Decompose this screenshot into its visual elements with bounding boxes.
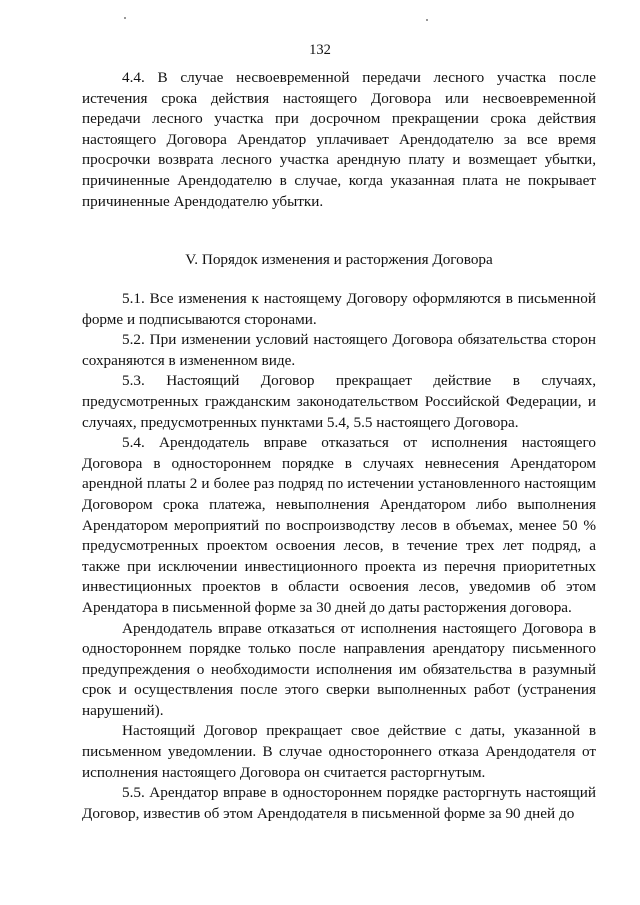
scan-speck bbox=[124, 17, 126, 19]
paragraph-5-5: 5.5. Арендатор вправе в одностороннем порядке расторгнуть настоящий Договор, известив об этом Арендодателя в письменной форме за 90 дней до bbox=[82, 784, 596, 822]
paragraph-5-4: 5.4. Арендодатель вправе отказаться от исполнения настоящего Договора в одностороннем порядке в случаях невнесения Арендатором арендной платы 2 и более раз подряд по истечении установленного настоящим Договором срока платежа, невыполнения Арендатором либо выполнения Арендатором мероприятий по воспроизводству лесов в объемах, менее 50 % предусмотренных проектом освоения лесов, в течение трех лет подряд, а также при исключении инвестиционного проекта из перечня приоритетных инвестиционных проектов в области освоения лесов, уведомив об этом Арендатора в письменной форме за 30 дней до даты расторжения договора. bbox=[82, 434, 596, 616]
paragraph-5-4-termination: Настоящий Договор прекращает свое действие с даты, указанной в письменном уведомлении. В случае одностороннего отказа Арендодателя от исполнения настоящего Договора он считается расторгнутым. bbox=[82, 722, 596, 781]
paragraph-5-3: 5.3. Настоящий Договор прекращает действие в случаях, предусмотренных гражданским законодательством Российской Федерации, и случаях, предусмотренных пунктами 5.4, 5.5 настоящего Договора. bbox=[82, 372, 596, 431]
section-heading-block bbox=[82, 250, 596, 271]
section-5-body bbox=[82, 289, 596, 824]
paragraph-4-4: 4.4. В случае несвоевременной передачи лесного участка после истечения срока действия настоящего Договора или несвоевременной передачи лесного участка при досрочном прекращении срока действия настоящего Договора Арендатор уплачивает Арендодателю за все время просрочки возврата лесного участка арендную плату и возмещает убытки, причиненные Арендодателю в случае, когда указанная плата не покрывает причиненные Арендодателю убытки. bbox=[82, 69, 596, 210]
paragraph-5-2: 5.2. При изменении условий настоящего Договора обязательства сторон сохраняются в измененном виде. bbox=[82, 331, 596, 369]
paragraph-5-4-notice: Арендодатель вправе отказаться от исполнения настоящего Договора в одностороннем порядке только после направления арендатору письменного предупреждения о необходимости исполнения им обязательства в разумный срок и осуществления после этого сверки выполненных работ (устранения нарушений). bbox=[82, 619, 596, 719]
clause-block-4 bbox=[82, 68, 596, 212]
section-title: V. Порядок изменения и расторжения Договора bbox=[185, 251, 493, 268]
paragraph-5-1: 5.1. Все изменения к настоящему Договору оформляются в письменной форме и подписываются сторонами. bbox=[82, 290, 596, 328]
scan-speck bbox=[426, 19, 428, 21]
page-number: 132 bbox=[309, 42, 331, 58]
